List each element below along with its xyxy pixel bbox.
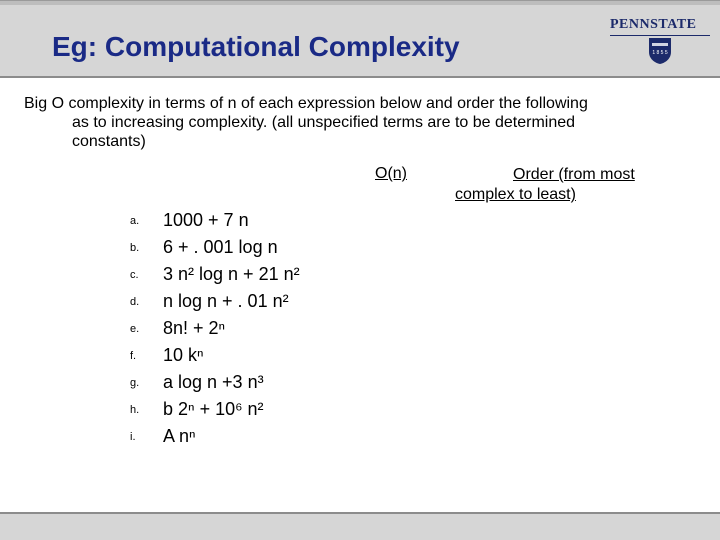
pennstate-logo	[610, 17, 706, 65]
logo-rule	[610, 35, 710, 36]
item-expression: 8n! + 2ⁿ	[163, 318, 226, 338]
logo-wordmark: PENNSTATE	[610, 17, 697, 32]
shield-icon	[648, 37, 672, 65]
instructions-line-2: as to increasing complexity. (all unspecified terms are to be determined	[72, 114, 576, 131]
item-expression: 3 n² log n + 21 n²	[163, 264, 300, 284]
column-header-order	[455, 165, 685, 205]
item-letter: e.	[130, 323, 140, 335]
column-header-order-line-1: Order (from most	[513, 166, 635, 183]
footer-band	[0, 512, 720, 540]
header-band	[0, 0, 720, 78]
instructions-line-3: constants)	[72, 133, 146, 150]
header-shade	[0, 1, 720, 5]
item-expression: b 2ⁿ + 10⁶ n²	[163, 399, 264, 419]
item-expression: 6 + . 001 log n	[163, 237, 278, 257]
column-header-o-n: O(n)	[375, 165, 407, 182]
item-letter: f.	[130, 350, 137, 362]
item-letter: a.	[130, 215, 140, 227]
item-letter: g.	[130, 377, 140, 389]
item-expression: n log n + . 01 n²	[163, 291, 289, 311]
column-header-order-line-2: complex to least)	[455, 186, 576, 203]
item-expression: 10 kⁿ	[163, 345, 204, 365]
item-letter: i.	[130, 431, 136, 443]
item-letter: h.	[130, 404, 140, 416]
item-letter: b.	[130, 242, 140, 254]
item-letter: c.	[130, 269, 139, 281]
logo-year: 1 8 5 5	[652, 50, 668, 56]
instructions-text	[24, 94, 714, 151]
item-expression: a log n +3 n³	[163, 372, 264, 392]
item-expression: 1000 + 7 n	[163, 210, 249, 230]
instructions-line-1: Big O complexity in terms of n of each expression below and order the following	[24, 95, 588, 112]
slide-title: Eg: Computational Complexity	[52, 31, 460, 62]
item-letter: d.	[130, 296, 140, 308]
item-expression: A nⁿ	[163, 426, 196, 446]
